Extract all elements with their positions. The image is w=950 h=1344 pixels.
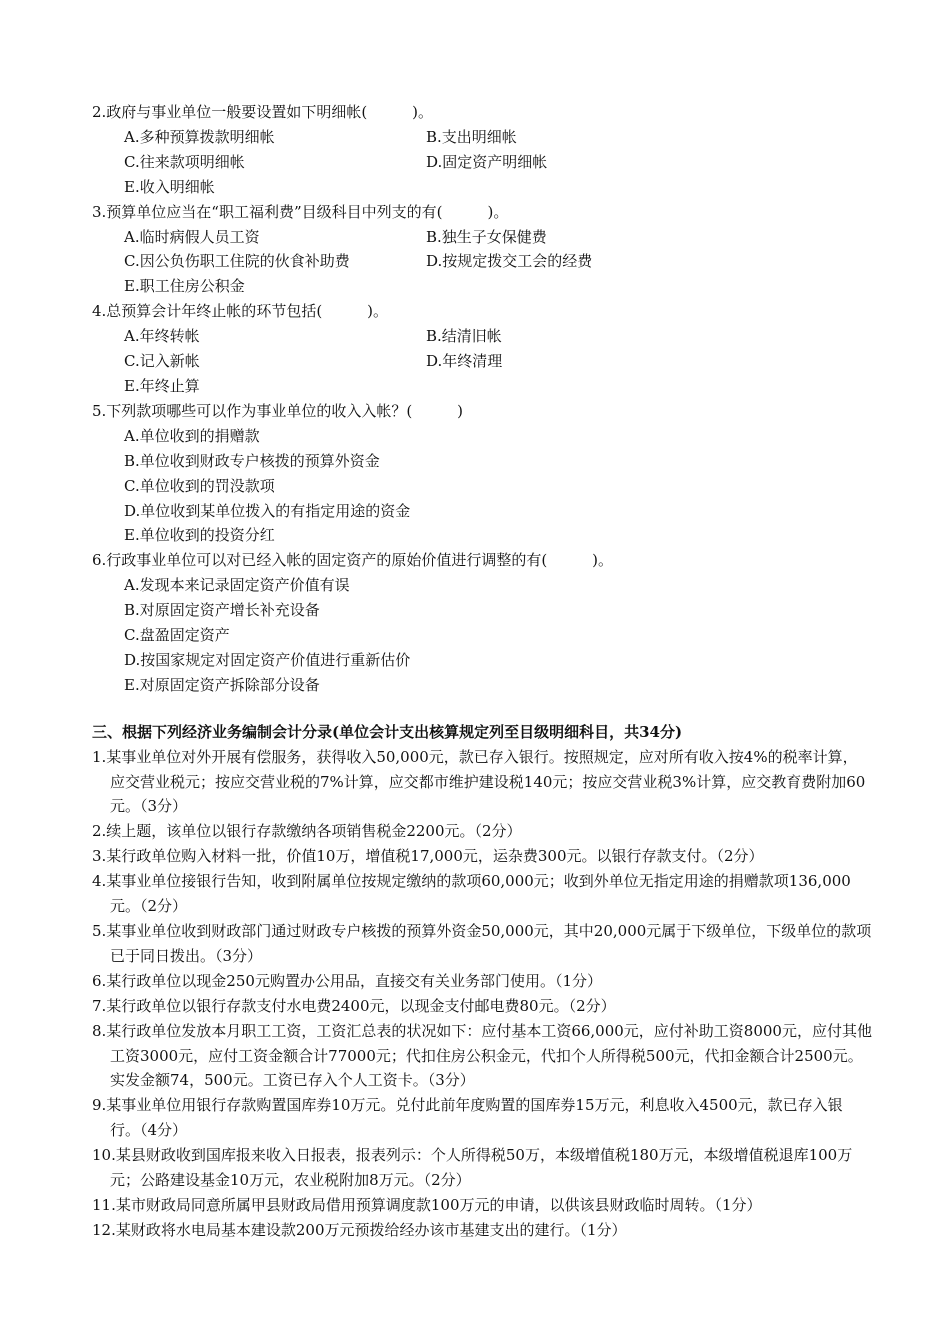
problem-item: 3.某行政单位购入材料一批，价值10万，增值税17,000元，运杂费300元。以银行存款支付。（2分）	[92, 847, 764, 866]
document-body	[92, 100, 872, 1243]
problem-item: 6.某行政单位以现金250元购置办公用品，直接交有关业务部门使用。（1分）	[92, 971, 602, 990]
option-row	[124, 249, 872, 274]
option-e: E.单位收到的投资分红	[124, 526, 275, 545]
option-e: E.对原固定资产拆除部分设备	[124, 675, 320, 694]
option-b: B.对原固定资产增长补充设备	[124, 601, 320, 620]
question-stem: 4.总预算会计年终止帐的环节包括( )。	[92, 302, 389, 321]
option-c: C.记入新帐	[124, 352, 200, 371]
option-a: A.单位收到的捐赠款	[124, 426, 260, 445]
problem-item: 8.某行政单位发放本月职工工资，工资汇总表的状况如下：应付基本工资66,000元，应付补助工资8000元，应付其他工资3000元，应付工资金额合计77000元；代扣住房公积金元，代扣个人所得税500元，代扣金额合计2500元。实发金额74，500元。工资已存入个人工资卡。（3分）	[92, 1021, 872, 1090]
option-a: A.临时病假人员工资	[124, 227, 260, 246]
option-e: E.年终止算	[124, 376, 200, 395]
option-row	[124, 150, 872, 175]
option-row	[124, 324, 872, 349]
option-d: D.按规定拨交工会的经费	[426, 252, 593, 271]
option-d: D.单位收到某单位拨入的有指定用途的资金	[124, 501, 411, 520]
problem-item: 5.某事业单位收到财政部门通过财政专户核拨的预算外资金50,000元，其中20,000元属于下级单位，下级单位的款项已于同日拨出。（3分）	[92, 922, 872, 965]
option-d: D.固定资产明细帐	[426, 152, 548, 171]
question-6	[92, 548, 872, 697]
option-b: B.支出明细帐	[426, 127, 517, 146]
option-b: B.单位收到财政专户核拨的预算外资金	[124, 451, 380, 470]
question-4	[92, 299, 872, 399]
option-c: C.单位收到的罚没款项	[124, 476, 275, 495]
question-stem: 6.行政事业单位可以对已经入帐的固定资产的原始价值进行调整的有( )。	[92, 551, 614, 570]
option-d: D.按国家规定对固定资产价值进行重新估价	[124, 650, 411, 669]
problem-list	[92, 745, 872, 1243]
option-c: C.因公负伤职工住院的伙食补助费	[124, 252, 350, 271]
option-a: A.年终转帐	[124, 327, 200, 346]
question-3	[92, 200, 872, 300]
problem-item: 4.某事业单位接银行告知，收到附属单位按规定缴纳的款项60,000元；收到外单位无指定用途的捐赠款项136,000元。（2分）	[92, 872, 851, 916]
option-row	[124, 225, 872, 250]
question-stem: 3.预算单位应当在“职工福利费”目级科目中列支的有( )。	[92, 202, 509, 221]
problem-item: 12.某财政将水电局基本建设款200万元预拨给经办该市基建支出的建行。（1分）	[92, 1220, 627, 1239]
option-d: D.年终清理	[426, 352, 503, 371]
option-c: C.往来款项明细帐	[124, 152, 245, 171]
option-row	[124, 125, 872, 150]
question-2	[92, 100, 872, 200]
option-b: B.独生子女保健费	[426, 227, 547, 246]
option-c: C.盘盈固定资产	[124, 626, 230, 645]
section-heading: 三、根据下列经济业务编制会计分录(单位会计支出核算规定列至目级明细科目，共34分)	[92, 722, 683, 741]
option-a: A.发现本来记录固定资产价值有误	[124, 576, 350, 595]
problem-item: 1.某事业单位对外开展有偿服务，获得收入50,000元，款已存入银行。按照规定，应对所有收入按4%的税率计算，应交营业税元；按应交营业税的7%计算，应交都市维护建设税140元；按应交营业税3%计算，应交教育费附加60元。（3分）	[92, 747, 866, 816]
question-stem: 5.下列款项哪些可以作为事业单位的收入入帐？( )	[92, 401, 464, 420]
option-row	[124, 349, 872, 374]
option-e: E.职工住房公积金	[124, 277, 245, 296]
problem-item: 2.续上题，该单位以银行存款缴纳各项销售税金2200元。（2分）	[92, 822, 522, 841]
question-5	[92, 399, 872, 548]
option-e: E.收入明细帐	[124, 177, 215, 196]
option-a: A.多种预算拨款明细帐	[124, 127, 275, 146]
problem-item: 9.某事业单位用银行存款购置国库券10万元。兑付此前年度购置的国库券15万元，利息收入4500元，款已存入银行。（4分）	[92, 1096, 843, 1140]
problem-item: 11.某市财政局同意所属甲县财政局借用预算调度款100万元的申请，以供该县财政临时周转。（1分）	[92, 1195, 762, 1214]
problem-item: 10.某县财政收到国库报来收入日报表，报表列示：个人所得税50万，本级增值税180万元，本级增值税退库100万元；公路建设基金10万元，农业税附加8万元。（2分）	[92, 1146, 853, 1190]
question-stem: 2.政府与事业单位一般要设置如下明细帐( )。	[92, 103, 434, 121]
option-b: B.结清旧帐	[426, 327, 502, 346]
problem-item: 7.某行政单位以银行存款支付水电费2400元，以现金支付邮电费80元。（2分）	[92, 996, 616, 1015]
